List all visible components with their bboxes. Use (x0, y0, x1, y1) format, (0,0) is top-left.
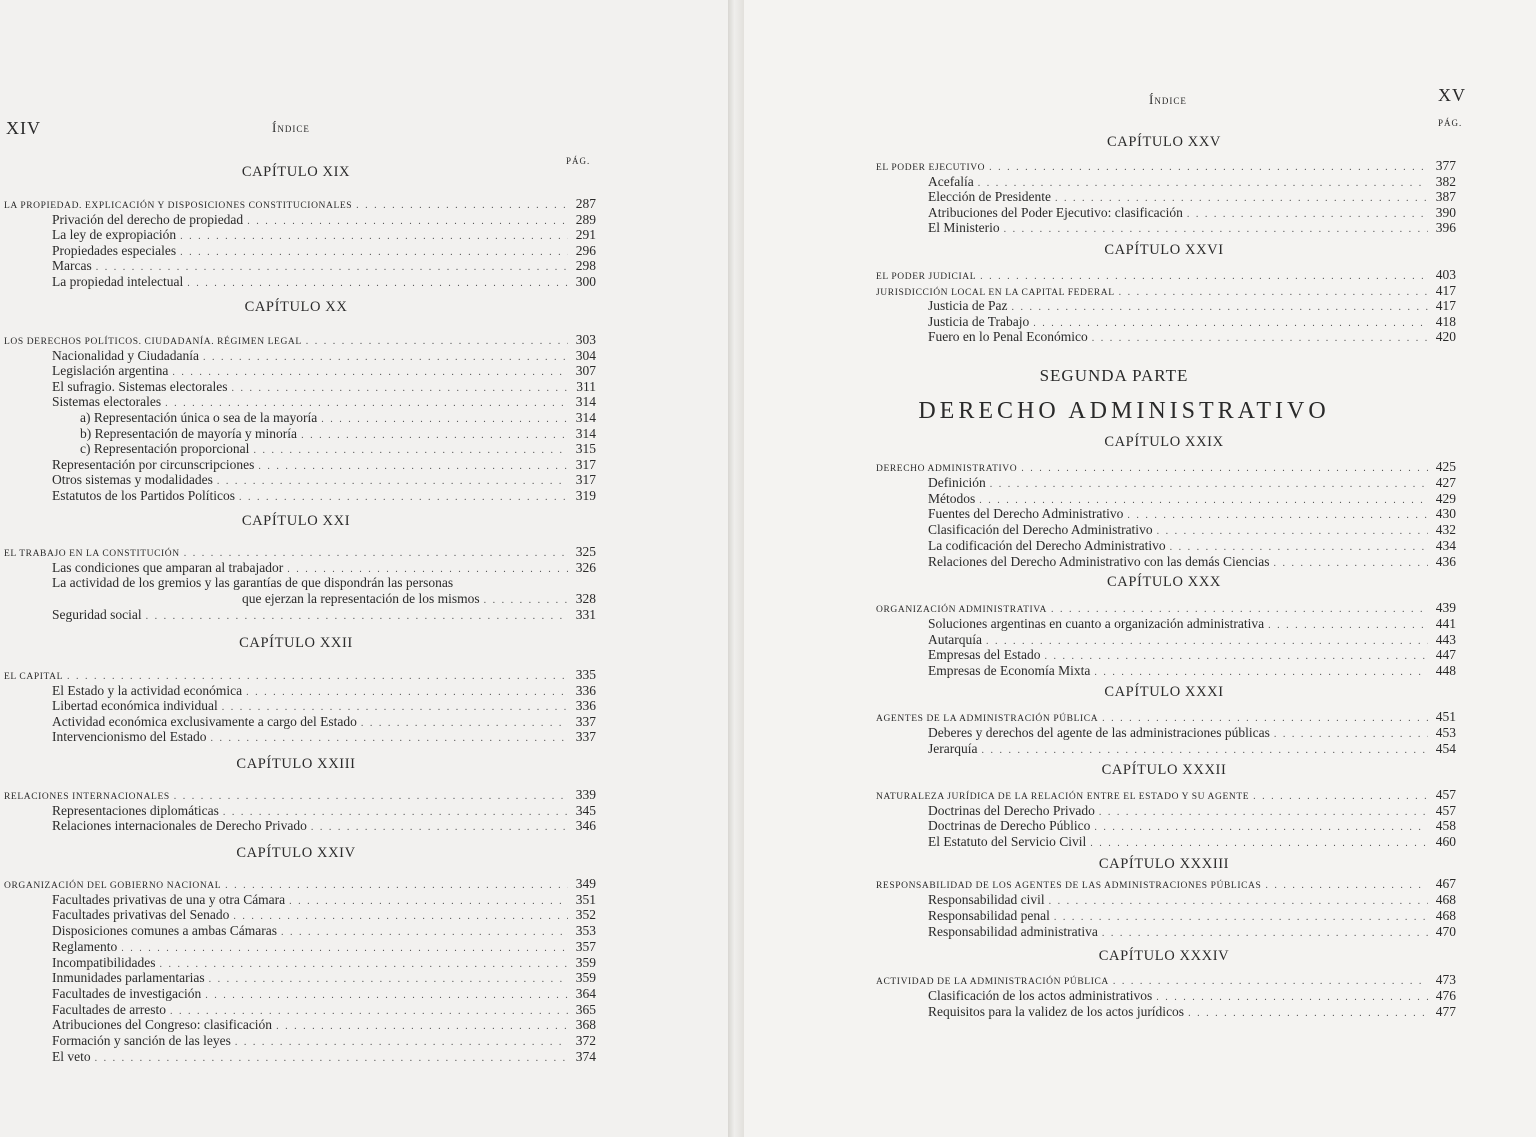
dot-leader (1090, 836, 1428, 851)
toc-entry (52, 698, 596, 715)
toc-page-number: 331 (575, 606, 596, 622)
toc-entry-label: El Estatuto del Servicio Civil (928, 833, 1087, 849)
toc-entry-label: LOS DERECHOS POLÍTICOS. CIUDADANÍA. RÉGIMEN LEGAL (4, 337, 302, 347)
toc-entry (928, 988, 1456, 1005)
chapter-heading: CAPÍTULO XXIX (1104, 434, 1224, 450)
toc-page-number: 372 (575, 1033, 596, 1048)
dot-leader (981, 743, 1428, 758)
toc-page-number: 448 (1435, 663, 1456, 679)
toc-page-number: 359 (575, 954, 596, 970)
toc-entry (928, 554, 1456, 571)
toc-page-number: 287 (575, 196, 596, 211)
toc-entry (52, 243, 596, 260)
chapter-heading: CAPÍTULO XXX (1107, 574, 1221, 590)
toc-page-number: 443 (1435, 631, 1456, 647)
toc-page-number: 345 (575, 802, 596, 818)
toc-page-number: 298 (575, 258, 596, 274)
toc-entry-label: Intervencionismo del Estado (52, 729, 207, 745)
toc-page-number: 374 (575, 1048, 596, 1064)
toc-entry-label: b) Representación de mayoría y minoría (80, 425, 298, 441)
toc-page-number: 325 (575, 544, 596, 559)
toc-entry-label: El veto (52, 1048, 91, 1064)
toc-entry-label: El Estado y la actividad económica (52, 682, 243, 698)
dot-leader (1156, 990, 1428, 1005)
dot-leader (1274, 727, 1428, 742)
toc-entry (52, 818, 596, 835)
toc-entry-label: Acefalía (928, 173, 974, 189)
toc-entry-label: LA PROPIEDAD. EXPLICACIÓN Y DISPOSICIONES CONSTITUCIONALES (4, 201, 353, 211)
toc-entry (928, 908, 1456, 925)
toc-entry (52, 379, 596, 396)
toc-entry (52, 348, 596, 365)
toc-entry-label: Otros sistemas y modalidades (52, 472, 213, 488)
toc-entry (52, 488, 596, 505)
page-header: Índice (272, 120, 310, 135)
toc-page-number: 336 (575, 698, 596, 714)
dot-leader (1021, 461, 1428, 476)
toc-entry (928, 475, 1456, 492)
chapter-heading: CAPÍTULO XXIII (236, 756, 356, 772)
part-title: DERECHO ADMINISTRATIVO (918, 398, 1330, 424)
toc-entry (928, 189, 1456, 206)
dot-leader (1188, 1006, 1428, 1021)
toc-entry (52, 363, 596, 380)
chapter-heading: CAPÍTULO XXXIII (1098, 856, 1230, 872)
toc-entry (52, 907, 596, 924)
dot-leader (311, 820, 568, 835)
toc-entry-label: Relaciones internacionales de Derecho Privado (52, 818, 307, 834)
toc-entry-label: Relaciones del Derecho Administrativo con las demás Ciencias (928, 553, 1270, 569)
toc-entry-label: Responsabilidad civil (928, 892, 1045, 907)
toc-entry (928, 803, 1456, 820)
toc-page-number: 352 (575, 907, 596, 923)
toc-entry-label: Clasificación de los actos administrativos (928, 988, 1153, 1003)
toc-entry-label: Autarquía (928, 631, 982, 647)
toc-entry-label: Inmunidades parlamentarias (52, 970, 205, 986)
toc-entry (52, 1049, 596, 1066)
toc-entry-label: Facultades de investigación (52, 985, 202, 1001)
toc-entry (52, 683, 596, 700)
toc-entry-label: JURISDICCIÓN LOCAL EN LA CAPITAL FEDERAL (876, 287, 1115, 298)
toc-page-number: 364 (575, 985, 596, 1001)
toc-entry (242, 591, 596, 608)
dot-leader (1094, 665, 1428, 680)
toc-page-number: 451 (1435, 709, 1456, 724)
toc-page-number: 447 (1435, 647, 1456, 663)
dot-leader (146, 609, 568, 624)
dot-leader (1265, 878, 1428, 893)
toc-entry (928, 220, 1456, 237)
toc-entry (928, 725, 1456, 742)
toc-entry (928, 538, 1456, 555)
toc-entry (52, 714, 596, 731)
toc-page-number: 427 (1435, 474, 1456, 490)
toc-page-number: 457 (1435, 787, 1456, 802)
toc-entry (52, 970, 596, 987)
toc-entry (80, 441, 596, 458)
toc-entry-label: RELACIONES INTERNACIONALES (4, 792, 170, 802)
toc-entry-label: Justicia de Trabajo (928, 313, 1030, 329)
toc-page-number: 460 (1435, 833, 1456, 849)
toc-entry (928, 818, 1456, 835)
toc-page-number: 337 (575, 713, 596, 729)
dot-leader (95, 1051, 568, 1066)
toc-page-number: 403 (1435, 267, 1456, 282)
toc-page-number: 429 (1435, 490, 1456, 506)
chapter-heading: CAPÍTULO XXXI (1104, 684, 1224, 700)
toc-entry (928, 522, 1456, 539)
dot-leader (1274, 556, 1428, 571)
toc-entry (928, 491, 1456, 508)
toc-entry-label: El Ministerio (928, 220, 1000, 235)
toc-page-number: 453 (1435, 724, 1456, 740)
toc-page-number: 417 (1435, 282, 1456, 298)
toc-entry-label: NATURALEZA JURÍDICA DE LA RELACIÓN ENTRE EL ESTADO Y SU AGENTE (876, 792, 1250, 802)
toc-entry (80, 410, 596, 427)
toc-page-number: 314 (575, 394, 596, 410)
toc-entry-label: Formación y sanción de las leyes (52, 1033, 231, 1048)
toc-page-number: 468 (1435, 892, 1456, 907)
toc-page-number: 420 (1435, 329, 1456, 345)
toc-entry (52, 986, 596, 1003)
toc-page-number: 311 (576, 378, 596, 394)
toc-entry (928, 314, 1456, 331)
toc-entry-label: Incompatibilidades (52, 954, 156, 970)
pag-label: PÁG. (1438, 118, 1463, 128)
toc-page-number: 477 (1435, 1004, 1456, 1019)
dot-leader (1051, 602, 1428, 617)
dot-leader (1170, 540, 1428, 555)
toc-entry-label: Privación del derecho de propiedad (52, 211, 244, 227)
toc-entry-label: Representación por circunscripciones (52, 456, 255, 472)
toc-entry (928, 663, 1456, 680)
toc-page-number: 353 (575, 923, 596, 939)
toc-entry (928, 834, 1456, 851)
toc-entry-label: EL TRABAJO EN LA CONSTITUCIÓN (4, 549, 180, 559)
dot-leader (979, 493, 1428, 508)
toc-page-number: 328 (575, 591, 596, 607)
toc-page-number: 339 (575, 787, 596, 802)
toc-entry-label: Nacionalidad y Ciudadanía (52, 347, 199, 363)
page-number: XV (1438, 85, 1466, 105)
toc-page-number: 314 (575, 425, 596, 441)
toc-page-number: 434 (1435, 538, 1456, 553)
toc-entry (928, 616, 1456, 633)
toc-page-number: 418 (1435, 313, 1456, 329)
toc-page-number: 470 (1435, 924, 1456, 939)
toc-entry (928, 924, 1456, 941)
toc-entry (52, 258, 596, 275)
toc-entry (928, 174, 1456, 191)
toc-page-number: 476 (1435, 988, 1456, 1003)
toc-entry-label: Facultades privativas de una y otra Cámara (52, 891, 286, 907)
chapter-heading: CAPÍTULO XXV (1107, 134, 1221, 150)
toc-entry-label: Empresas de Economía Mixta (928, 663, 1091, 679)
toc-page-number: 468 (1435, 908, 1456, 923)
toc-entry-label: Fuero en lo Penal Económico (928, 329, 1088, 345)
toc-page-number: 387 (1435, 189, 1456, 204)
toc-entry-label: La ley de expropiación (52, 227, 177, 243)
dot-leader (1127, 508, 1428, 523)
toc-entry-label: La codificación del Derecho Administrativo (928, 538, 1166, 553)
toc-entry-label: a) Representación única o sea de la mayoría (80, 410, 318, 425)
toc-entry-label: Facultades de arresto (52, 1001, 166, 1017)
dot-leader (1157, 524, 1428, 539)
toc-entry-label: Definición (928, 474, 986, 490)
toc-entry (80, 426, 596, 443)
toc-entry (52, 274, 596, 291)
toc-entry-label: Propiedades especiales (52, 242, 177, 258)
toc-page-number: 326 (575, 559, 596, 575)
toc-entry-label: Elección de Presidente (928, 189, 1051, 204)
toc-entry (52, 560, 596, 577)
toc-entry-label: ORGANIZACIÓN DEL GOBIERNO NACIONAL (4, 881, 222, 891)
toc-entry-label: Requisitos para la validez de los actos jurídicos (928, 1004, 1185, 1019)
book-gutter (728, 0, 744, 1137)
toc-entry (52, 892, 596, 909)
toc-entry (928, 205, 1456, 222)
chapter-heading: CAPÍTULO XXIV (236, 845, 356, 861)
dot-leader (1102, 926, 1428, 941)
toc-entry (928, 329, 1456, 346)
toc-entry (52, 575, 596, 590)
toc-page-number: 303 (575, 332, 596, 347)
toc-page-number: 315 (575, 441, 596, 457)
toc-page-number: 377 (1435, 158, 1456, 173)
toc-page-number: 390 (1435, 204, 1456, 220)
toc-entry-label: Deberes y derechos del agente de las administraciones públicas (928, 724, 1270, 740)
toc-entry (52, 227, 596, 244)
part-label: SEGUNDA PARTE (1039, 366, 1189, 385)
toc-page-number: 357 (575, 938, 596, 954)
toc-entry-label: Libertad económica individual (52, 698, 218, 714)
dot-leader (1113, 974, 1428, 989)
dot-leader (1092, 331, 1428, 346)
toc-entry (52, 457, 596, 474)
toc-entry (928, 1004, 1456, 1021)
toc-page-number: 425 (1435, 459, 1456, 474)
toc-page-number: 349 (575, 876, 596, 891)
dot-leader (239, 490, 568, 505)
toc-entry-label: Justicia de Paz (928, 298, 1008, 314)
dot-leader (990, 477, 1428, 492)
chapter-heading: CAPÍTULO XIX (241, 164, 351, 180)
toc-entry (52, 923, 596, 940)
toc-entry (928, 632, 1456, 649)
page-header: Índice (1149, 92, 1187, 107)
toc-entry-label: Clasificación del Derecho Administrativo (928, 522, 1153, 538)
toc-entry (52, 472, 596, 489)
toc-page-number: 436 (1435, 553, 1456, 569)
toc-page-number: 291 (575, 227, 596, 243)
toc-entry (928, 506, 1456, 523)
toc-entry-label: c) Representación proporcional (80, 441, 250, 457)
chapter-heading: CAPÍTULO XXII (239, 635, 353, 651)
toc-entry-label: Métodos (928, 490, 976, 506)
toc-page-number: 289 (575, 211, 596, 227)
toc-page-number: 336 (575, 682, 596, 698)
toc-entry-label: Estatutos de los Partidos Políticos (52, 488, 236, 503)
toc-entry (928, 647, 1456, 664)
dot-leader (1004, 222, 1428, 237)
pag-label: PÁG. (566, 156, 591, 166)
toc-page-number: 382 (1435, 173, 1456, 189)
toc-page-number: 296 (575, 242, 596, 258)
toc-entry-label: Legislación argentina (52, 363, 169, 379)
toc-entry (52, 607, 596, 624)
dot-leader (1268, 618, 1428, 633)
toc-entry-label: Jerarquía (928, 740, 978, 756)
toc-entry-label: Disposiciones comunes a ambas Cámaras (52, 923, 277, 939)
toc-entry-label: El sufragio. Sistemas electorales (52, 378, 228, 394)
chapter-heading: CAPÍTULO XXXII (1101, 762, 1227, 778)
toc-entry-label: EL PODER JUDICIAL (876, 272, 977, 282)
toc-entry-label: Facultades privativas del Senado (52, 907, 230, 923)
toc-entry-label: ORGANIZACIÓN ADMINISTRATIVA (876, 605, 1047, 615)
chapter-heading: CAPÍTULO XXI (241, 513, 351, 529)
toc-entry-label: EL CAPITAL (4, 672, 63, 682)
dot-leader (1044, 649, 1428, 664)
toc-entry-label: Las condiciones que amparan al trabajador (52, 559, 284, 575)
toc-page-number: 346 (575, 818, 596, 834)
toc-entry-label: Representaciones diplomáticas (52, 802, 219, 818)
toc-page-number: 457 (1435, 802, 1456, 818)
chapter-heading: CAPÍTULO XX (244, 299, 348, 315)
chapter-heading: CAPÍTULO XXVI (1104, 242, 1224, 258)
toc-entry (928, 741, 1456, 758)
toc-page-number: 368 (575, 1017, 596, 1033)
toc-page-number: 337 (575, 729, 596, 745)
toc-entry-label: Marcas (52, 258, 92, 274)
toc-entry-label: Atribuciones del Congreso: clasificación (52, 1017, 273, 1033)
toc-page-number: 439 (1435, 600, 1456, 615)
right-page (744, 0, 1536, 1137)
toc-entry-label: Doctrinas del Derecho Privado (928, 802, 1095, 818)
toc-entry (52, 394, 596, 411)
toc-page-number: 304 (575, 347, 596, 363)
toc-entry (52, 212, 596, 229)
left-page (0, 0, 728, 1137)
toc-entry (52, 1033, 596, 1050)
page-number: XIV (6, 118, 41, 138)
toc-page-number: 319 (575, 488, 596, 503)
toc-entry-label: RESPONSABILIDAD DE LOS AGENTES DE LAS ADMINISTRACIONES PÚBLICAS (876, 881, 1262, 891)
toc-entry-label: La actividad de los gremios y las garantías de que dispondrán las personas (52, 575, 454, 591)
toc-entry-label: Sistemas electorales (52, 394, 162, 410)
toc-entry-label: Actividad económica exclusivamente a cargo del Estado (52, 713, 357, 729)
toc-page-number: 317 (575, 456, 596, 472)
dot-leader (986, 634, 1428, 649)
toc-entry (52, 729, 596, 746)
toc-entry-label: Atribuciones del Poder Ejecutivo: clasificación (928, 204, 1183, 220)
dot-leader (1102, 711, 1428, 726)
toc-entry (52, 1002, 596, 1019)
toc-page-number: 359 (575, 970, 596, 986)
toc-page-number: 317 (575, 472, 596, 488)
chapter-heading: CAPÍTULO XXXIV (1098, 948, 1230, 964)
toc-entry-label: Responsabilidad penal (928, 908, 1050, 923)
toc-page-number: 335 (575, 667, 596, 682)
toc-page-number: 314 (575, 410, 596, 425)
toc-page-number: 441 (1435, 615, 1456, 631)
toc-page-number: 300 (575, 274, 596, 289)
toc-entry (928, 298, 1456, 315)
toc-entry-label: Doctrinas de Derecho Público (928, 818, 1091, 834)
toc-entry (52, 803, 596, 820)
toc-page-number: 365 (575, 1001, 596, 1017)
toc-entry-label: DERECHO ADMINISTRATIVO (876, 464, 1018, 474)
toc-page-number: 307 (575, 363, 596, 379)
toc-page-number: 467 (1435, 876, 1456, 891)
dot-leader (1049, 894, 1428, 909)
toc-page-number: 417 (1435, 298, 1456, 314)
toc-entry (52, 939, 596, 956)
toc-page-number: 473 (1435, 972, 1456, 987)
toc-entry (928, 892, 1456, 909)
toc-entry-label: Soluciones argentinas en cuanto a organización administrativa (928, 615, 1265, 631)
dot-leader (210, 731, 568, 746)
toc-page-number: 430 (1435, 506, 1456, 522)
toc-entry-label: AGENTES DE LA ADMINISTRACIÓN PÚBLICA (876, 714, 1099, 724)
dot-leader (1054, 910, 1428, 925)
toc-page-number: 454 (1435, 740, 1456, 756)
toc-entry-label: Fuentes del Derecho Administrativo (928, 506, 1124, 522)
toc-entry-label: La propiedad intelectual (52, 274, 184, 289)
toc-entry-label: EL PODER EJECUTIVO (876, 163, 986, 173)
toc-entry-label: Empresas del Estado (928, 647, 1041, 663)
toc-entry (52, 955, 596, 972)
toc-page-number: 432 (1435, 522, 1456, 538)
toc-page-number: 351 (575, 891, 596, 907)
dot-leader (187, 276, 568, 291)
toc-entry-label: ACTIVIDAD DE LA ADMINISTRACIÓN PÚBLICA (876, 977, 1109, 987)
toc-page-number: 458 (1435, 818, 1456, 834)
toc-entry-label: Reglamento (52, 938, 118, 954)
toc-page-number: 396 (1435, 220, 1456, 235)
toc-entry-label: Seguridad social (52, 606, 142, 622)
toc-entry-label: que ejerzan la representación de los mismos (242, 591, 480, 607)
toc-entry-label: Responsabilidad administrativa (928, 924, 1098, 939)
toc-entry (52, 1017, 596, 1034)
